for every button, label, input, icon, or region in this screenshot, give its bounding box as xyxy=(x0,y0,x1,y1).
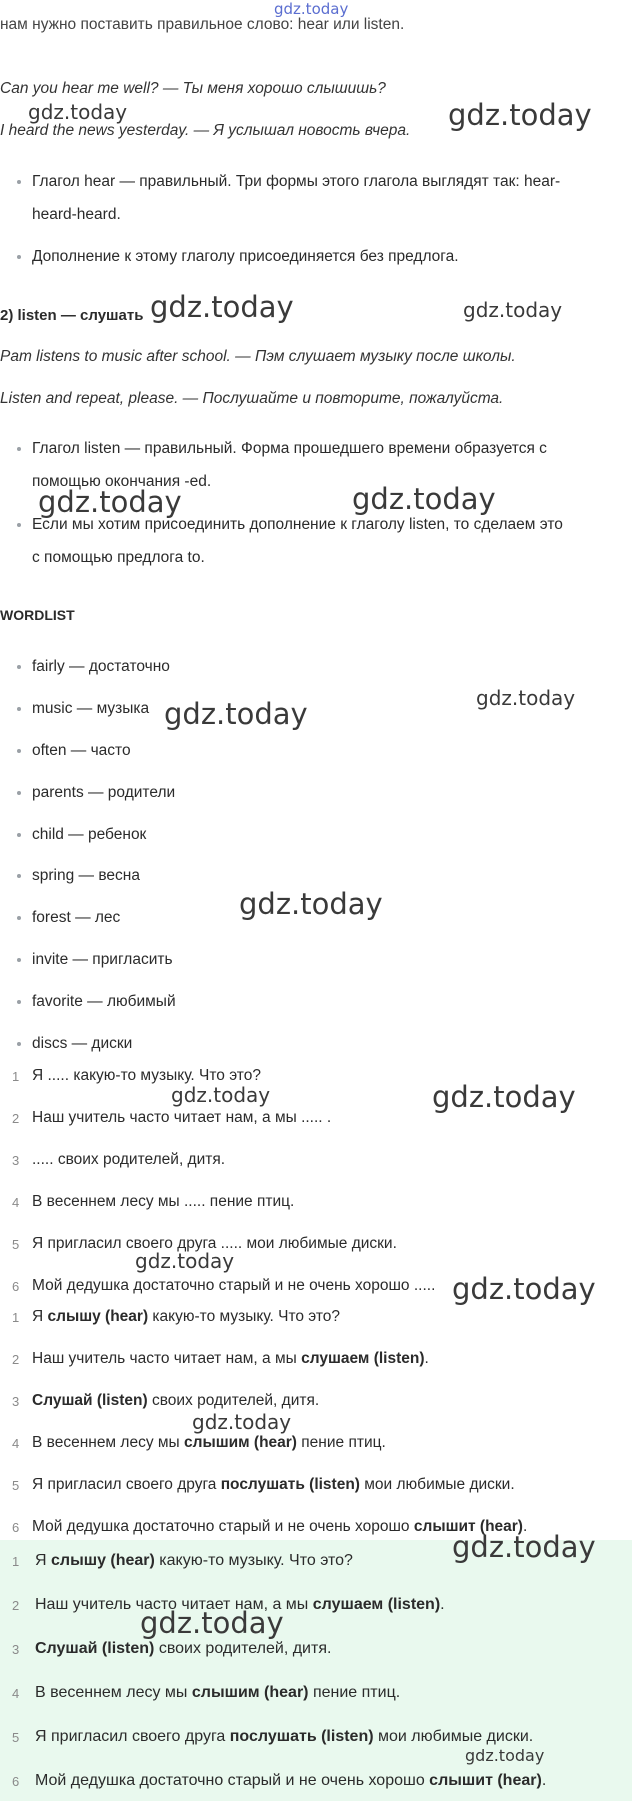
wordlist-item: fairly — достаточно xyxy=(32,650,170,683)
task-text: Я пригласил своего друга ..... мои любимые диски. xyxy=(32,1235,397,1252)
answer-word: слышит (hear) xyxy=(429,1772,542,1789)
row-number: 3 xyxy=(12,1642,20,1657)
list-item: Глагол listen — правильный. Форма прошедшего времени образуется с помощью окончания -ed. xyxy=(32,432,547,498)
top-watermark: gdz.today xyxy=(274,0,349,18)
watermark-text: gdz.today xyxy=(28,100,128,124)
watermark-text: gdz.today xyxy=(38,485,182,519)
answer-text: Наш учитель часто читает нам, а мы слушаем (listen). xyxy=(35,1596,445,1613)
task-text: ..... своих родителей, дитя. xyxy=(32,1151,226,1168)
wordlist-item: invite — пригласить xyxy=(32,943,173,976)
section-heading: 2) listen — слушать xyxy=(0,307,144,324)
wordlist-item: discs — диски xyxy=(32,1027,132,1060)
watermark-text: gdz.today xyxy=(452,1530,596,1564)
answer-word: Слушай (listen) xyxy=(35,1640,155,1657)
task-text: Мой дедушка достаточно старый и не очень хорошо ..... xyxy=(32,1277,436,1294)
answer-word: послушать (listen) xyxy=(220,1476,360,1493)
task-text: Наш учитель часто читает нам, а мы ..... . xyxy=(32,1109,332,1126)
row-number: 2 xyxy=(12,1111,20,1126)
row-number: 6 xyxy=(12,1774,20,1789)
answer-word: послушать (listen) xyxy=(229,1728,374,1745)
row-number: 6 xyxy=(12,1520,20,1535)
row-number: 2 xyxy=(12,1352,20,1367)
answer-text: Я слышу (hear) какую-то музыку. Что это? xyxy=(35,1552,353,1569)
list-item: Дополнение к этому глаголу присоединяется без предлога. xyxy=(32,240,459,273)
answer-word: Слушай (listen) xyxy=(32,1392,148,1409)
answer-word: слушаем (listen) xyxy=(312,1596,441,1613)
watermark-text: gdz.today xyxy=(465,1746,545,1765)
answer-text: Мой дедушка достаточно старый и не очень хорошо слышит (hear). xyxy=(32,1518,528,1535)
example-sentence: Can you hear me well? — Ты меня хорошо слышишь? xyxy=(0,80,386,97)
task-text: Я ..... какую-то музыку. Что это? xyxy=(32,1067,261,1084)
answer-text: В весеннем лесу мы слышим (hear) пение птиц. xyxy=(32,1434,386,1451)
watermark-text: gdz.today xyxy=(239,887,383,921)
intro-text: нам нужно поставить правильное слово: hear или listen. xyxy=(0,16,405,33)
wordlist-heading: WORDLIST xyxy=(0,607,75,623)
row-number: 2 xyxy=(12,1598,20,1613)
watermark-text: gdz.today xyxy=(150,290,294,324)
wordlist-item: forest — лес xyxy=(32,901,120,934)
watermark-text: gdz.today xyxy=(171,1083,271,1107)
wordlist-item: often — часто xyxy=(32,734,131,767)
row-number: 1 xyxy=(12,1069,20,1084)
answer-text: Мой дедушка достаточно старый и не очень хорошо слышит (hear). xyxy=(35,1772,547,1789)
answer-text: Я пригласил своего друга послушать (listen) мои любимые диски. xyxy=(35,1728,534,1745)
watermark-text: gdz.today xyxy=(164,697,308,731)
example-sentence: Pam listens to music after school. — Пэм слушает музыку после школы. xyxy=(0,348,516,365)
row-number: 5 xyxy=(12,1730,20,1745)
watermark-text: gdz.today xyxy=(140,1606,284,1640)
answer-word: слышу (hear) xyxy=(47,1308,149,1325)
watermark-text: gdz.today xyxy=(432,1080,576,1114)
task-text: В весеннем лесу мы ..... пение птиц. xyxy=(32,1193,295,1210)
wordlist-item: spring — весна xyxy=(32,859,140,892)
answer-text: Наш учитель часто читает нам, а мы слушаем (listen). xyxy=(32,1350,429,1367)
wordlist-item: music — музыка xyxy=(32,692,149,725)
row-number: 1 xyxy=(12,1310,20,1325)
watermark-text: gdz.today xyxy=(452,1272,596,1306)
wordlist-item: favorite — любимый xyxy=(32,985,176,1018)
row-number: 5 xyxy=(12,1237,20,1252)
row-number: 4 xyxy=(12,1436,20,1451)
wordlist-item: child — ребенок xyxy=(32,818,146,851)
answer-text: Слушай (listen) своих родителей, дитя. xyxy=(32,1392,320,1409)
row-number: 4 xyxy=(12,1686,20,1701)
answer-word: слышу (hear) xyxy=(51,1552,155,1569)
answer-word: слышим (hear) xyxy=(191,1684,309,1701)
list-item: Глагол hear — правильный. Три формы этого глагола выглядят так: hear- heard-heard. xyxy=(32,165,560,231)
watermark-text: gdz.today xyxy=(448,98,592,132)
watermark-text: gdz.today xyxy=(135,1249,235,1273)
example-sentence: Listen and repeat, please. — Послушайте и повторите, пожалуйста. xyxy=(0,390,504,407)
watermark-text: gdz.today xyxy=(463,298,563,322)
row-number: 5 xyxy=(12,1478,20,1493)
row-number: 1 xyxy=(12,1554,20,1569)
list-item: Если мы хотим присоединить дополнение к глаголу listen, то сделаем это с помощью предлога to. xyxy=(32,508,563,574)
row-number: 3 xyxy=(12,1153,20,1168)
answer-word: слышит (hear) xyxy=(413,1518,523,1535)
row-number: 6 xyxy=(12,1279,20,1294)
answer-text: Я пригласил своего друга послушать (listen) мои любимые диски. xyxy=(32,1476,515,1493)
wordlist-item: parents — родители xyxy=(32,776,175,809)
example-sentence: I heard the news yesterday. — Я услышал новость вчера. xyxy=(0,122,411,139)
watermark-text: gdz.today xyxy=(476,686,576,710)
row-number: 3 xyxy=(12,1394,20,1409)
watermark-text: gdz.today xyxy=(192,1410,292,1434)
answer-text: Слушай (listen) своих родителей, дитя. xyxy=(35,1640,332,1657)
answer-text: Я слышу (hear) какую-то музыку. Что это? xyxy=(32,1308,341,1325)
answer-text: В весеннем лесу мы слышим (hear) пение птиц. xyxy=(35,1684,401,1701)
watermark-text: gdz.today xyxy=(352,482,496,516)
answer-word: слушаем (listen) xyxy=(301,1350,425,1367)
answer-word: слышим (hear) xyxy=(183,1434,297,1451)
row-number: 4 xyxy=(12,1195,20,1210)
